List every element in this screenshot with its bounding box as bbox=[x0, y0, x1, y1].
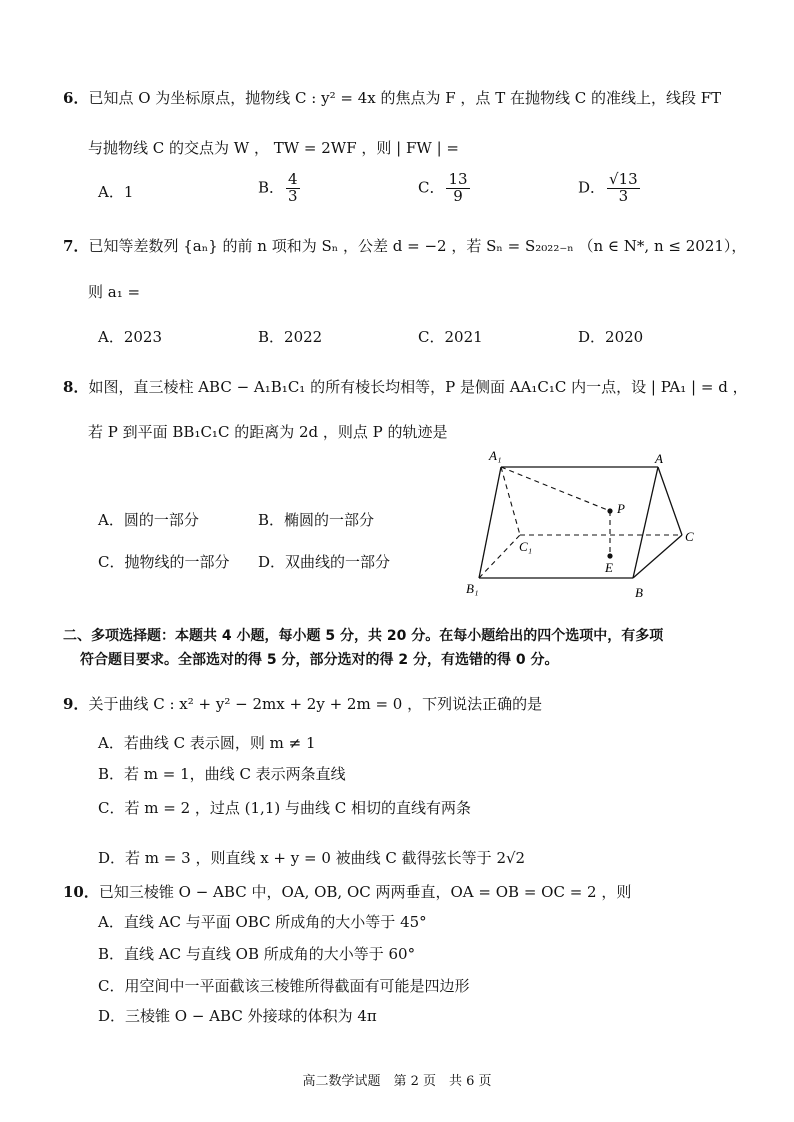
section-2-subtitle: 符合题目要求。全部选对的得 5 分，部分选对的得 2 分，有选错的得 0 分。 bbox=[80, 652, 559, 668]
question-number: 8． bbox=[63, 378, 89, 396]
label-p: P bbox=[617, 501, 625, 516]
edge-a1-b1 bbox=[479, 467, 501, 578]
q7-option-b[interactable]: B．2022 bbox=[258, 328, 323, 346]
q9-option-d[interactable]: D．若 m = 3 ，则直线 x + y = 0 被曲线 C 截得弦长等于 2√2 bbox=[98, 849, 526, 867]
q9-option-b[interactable]: B．若 m = 1，曲线 C 表示两条直线 bbox=[98, 765, 346, 783]
label-a1: A₁ bbox=[489, 448, 502, 463]
label-c1: C₁ bbox=[519, 539, 533, 554]
fraction: $\frac{√13}{3}$ bbox=[609, 170, 638, 205]
label-e: E bbox=[605, 560, 613, 575]
q8-line2: 若 P 到平面 BB₁C₁C 的距离为 2d ，则点 P 的轨迹是 bbox=[88, 423, 448, 441]
question-number: 6． bbox=[63, 89, 89, 107]
q8-option-b[interactable]: B．椭圆的一部分 bbox=[258, 511, 375, 529]
question-number: 7． bbox=[63, 237, 89, 255]
q7-line2: 则 a₁ = bbox=[88, 283, 141, 301]
fraction: $\frac{13}{9}$ bbox=[448, 170, 468, 205]
section-2-title: 二、多项选择题：本题共 4 小题，每小题 5 分，共 20 分。在每小题给出的四个选项中，有多项 bbox=[63, 628, 664, 644]
page-footer: 高二数学试题 第 2 页 共 6 页 bbox=[302, 1074, 492, 1089]
edge-a-c bbox=[658, 467, 682, 535]
fraction: $\frac{4}{3}$ bbox=[288, 170, 298, 205]
question-number: 10． bbox=[63, 883, 99, 901]
q6-option-c[interactable]: C． $\frac{13}{9}$ bbox=[418, 170, 468, 205]
prism-figure bbox=[455, 445, 705, 605]
q10-option-c[interactable]: C．用空间中一平面截该三棱锥所得截面有可能是四边形 bbox=[98, 977, 470, 995]
q10-option-a[interactable]: A．直线 AC 与平面 OBC 所成角的大小等于 45° bbox=[98, 913, 427, 931]
q9-option-c[interactable]: C．若 m = 2 ，过点 (1,1) 与曲线 C 相切的直线有两条 bbox=[98, 799, 472, 817]
question-8-stem bbox=[63, 377, 748, 397]
q7-option-a[interactable]: A．2023 bbox=[98, 328, 163, 346]
q8-option-a[interactable]: A．圆的一部分 bbox=[98, 511, 199, 529]
q6-option-a[interactable]: A．1 bbox=[98, 183, 134, 201]
segment-a1-p bbox=[501, 467, 610, 511]
question-10-stem: 10．已知三棱锥 O − ABC 中，OA, OB, OC 两两垂直，OA = OB = OC = 2 ，则 bbox=[63, 883, 632, 901]
label-a: A bbox=[655, 451, 663, 466]
question-7-stem bbox=[63, 236, 746, 256]
q9-option-a[interactable]: A．若曲线 C 表示圆，则 m ≠ 1 bbox=[98, 734, 316, 752]
question-9-stem: 9．关于曲线 C : x² + y² − 2mx + 2y + 2m = 0 ，下列说法正确的是 bbox=[63, 695, 543, 713]
q7-line1: 已知等差数列 {aₙ} 的前 n 项和为 Sₙ ，公差 d = −2 ，若 Sₙ = S₂₀₂₂₋ₙ （n ∈ N*, n ≤ 2021）， bbox=[88, 237, 747, 255]
point-p bbox=[607, 508, 612, 513]
label-b: B bbox=[635, 585, 643, 600]
q10-option-d[interactable]: D．三棱锥 O − ABC 外接球的体积为 4π bbox=[98, 1007, 377, 1025]
q7-option-d[interactable]: D．2020 bbox=[578, 328, 644, 346]
q6-option-b[interactable]: B． $\frac{4}{3}$ bbox=[258, 170, 298, 205]
question-number: 9． bbox=[63, 695, 89, 713]
edge-a1-c1 bbox=[501, 467, 520, 535]
question-6-stem bbox=[63, 88, 721, 108]
q7-option-c[interactable]: C．2021 bbox=[418, 328, 483, 346]
q6-line1: 已知点 O 为坐标原点，抛物线 C : y² = 4x 的焦点为 F ，点 T 在抛物线 C 的准线上，线段 FT bbox=[88, 89, 722, 107]
q6-line2: 与抛物线 C 的交点为 W ， TW = 2WF ，则 | FW | = bbox=[88, 139, 459, 157]
label-c: C bbox=[685, 529, 694, 544]
q6-option-d[interactable]: D． $\frac{√13}{3}$ bbox=[578, 170, 638, 205]
label-b1: B₁ bbox=[466, 581, 479, 596]
q10-option-b[interactable]: B．直线 AC 与直线 OB 所成角的大小等于 60° bbox=[98, 945, 416, 963]
edge-a-b bbox=[633, 467, 658, 578]
edge-b-c bbox=[633, 535, 682, 578]
q8-line1: 如图，直三棱柱 ABC − A₁B₁C₁ 的所有棱长均相等，P 是侧面 AA₁C₁C 内一点，设 | PA₁ | = d ， bbox=[88, 378, 748, 396]
q8-option-c[interactable]: C．抛物线的一部分 bbox=[98, 553, 230, 571]
point-e bbox=[607, 553, 612, 558]
edge-b1-c1 bbox=[479, 535, 520, 578]
q8-option-d[interactable]: D．双曲线的一部分 bbox=[258, 553, 391, 571]
